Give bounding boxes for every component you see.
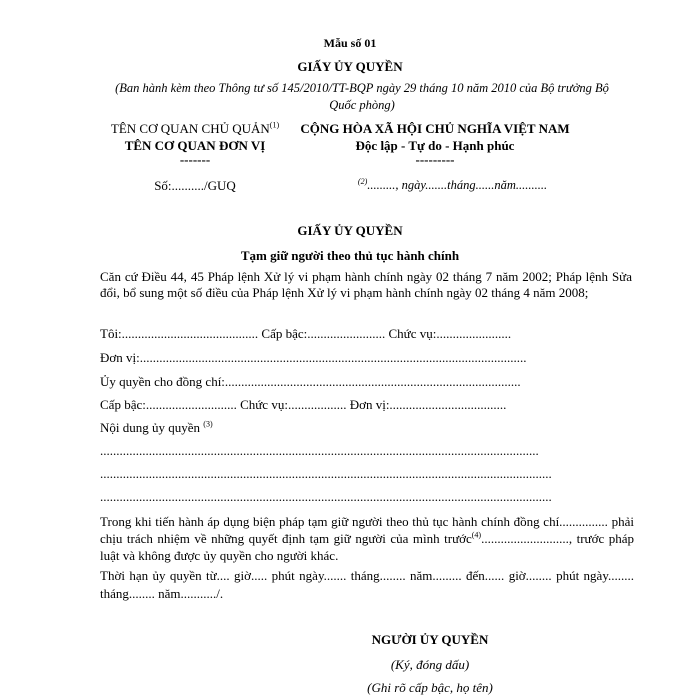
responsibility-text-2: ..........................., trước pháp luật và không được ủy quyền cho người khác. [100, 531, 634, 563]
responsibility-paragraph [100, 513, 634, 564]
legal-basis-paragraph: Căn cứ Điều 44, 45 Pháp lệnh Xử lý vi phạm hành chính ngày 02 tháng 7 năm 2002; Pháp lệnh Sửa đổi, bổ sung một số điều của Pháp lệnh Xử lý vi phạm hành chính ngày 02 tháng 4 năm 2008; [100, 269, 632, 300]
duration-paragraph: Thời hạn ủy quyền từ.... giờ..... phút ngày....... tháng........ năm......... đến...... giờ........ phút ngày........ tháng........ năm.........../. [100, 568, 634, 601]
republic-header: CỘNG HÒA XÃ HỘI CHỦ NGHĨA VIỆT NAM [300, 121, 570, 136]
field-row-grantee: Ủy quyền cho đồng chí:........................................................................................... [100, 374, 521, 389]
responsibility-footnote: (4) [471, 530, 482, 540]
place-date [300, 178, 605, 193]
signer-note-rank-name: (Ghi rõ cấp bậc, họ tên) [367, 680, 493, 695]
signer-title: NGƯỜI ỦY QUYỀN [371, 632, 489, 647]
content-dotted-line-2: ........................................................................................................................................... [100, 466, 552, 481]
field-row-unit: Đơn vị:....................................................................................................................... [100, 350, 527, 365]
field-row-grantee-rank: Cấp bậc:............................ Chức vụ:.................. Đơn vị:.................................... [100, 397, 507, 412]
field-row-content [100, 420, 640, 436]
agency-dash: ------- [179, 152, 211, 167]
agency-main-text: TÊN CƠ QUAN CHỦ QUẢN [110, 121, 270, 136]
signer-note-sign-seal: (Ký, đóng dấu) [390, 657, 470, 672]
responsibility-text-1: Trong khi tiến hành áp dụng biện pháp tạm giữ người theo thủ tục hành chính đồng chí............... phải chịu trách nhiệm về những quyết định tạm giữ người của mình trước [100, 514, 634, 546]
document-number: Số:........../GUQ [154, 178, 236, 193]
issued-note: (Ban hành kèm theo Thông tư số 145/2010/TT-BQP ngày 29 tháng 10 năm 2010 của Bộ trưởng Bộ Quốc phòng) [115, 81, 609, 112]
place-date-text: ........., ngày.......tháng......năm.......... [367, 178, 548, 192]
content-dotted-line-3: ........................................................................................................................................... [100, 489, 552, 504]
form-title-top: GIẤY ỦY QUYỀN [297, 59, 403, 74]
content-label: Nội dung ủy quyền [100, 420, 201, 435]
form-number: Mẫu số 01 [323, 36, 377, 50]
field-row-grantor: Tôi:.......................................... Cấp bậc:........................ Chức vụ:....................... [100, 326, 512, 341]
content-dotted-line-1: ....................................................................................................................................... [100, 443, 539, 458]
agency-main-footnote: (1) [269, 120, 280, 130]
document-subtitle: Tạm giữ người theo thủ tục hành chính [240, 248, 460, 263]
place-date-footnote: (2) [357, 176, 368, 186]
motto-dash: --------- [415, 152, 455, 167]
document-title: GIẤY ỦY QUYỀN [297, 223, 403, 238]
content-footnote: (3) [203, 419, 213, 429]
national-motto: Độc lập - Tự do - Hạnh phúc [355, 138, 515, 153]
agency-main [85, 121, 305, 137]
agency-unit: TÊN CƠ QUAN ĐƠN VỊ [124, 138, 266, 153]
